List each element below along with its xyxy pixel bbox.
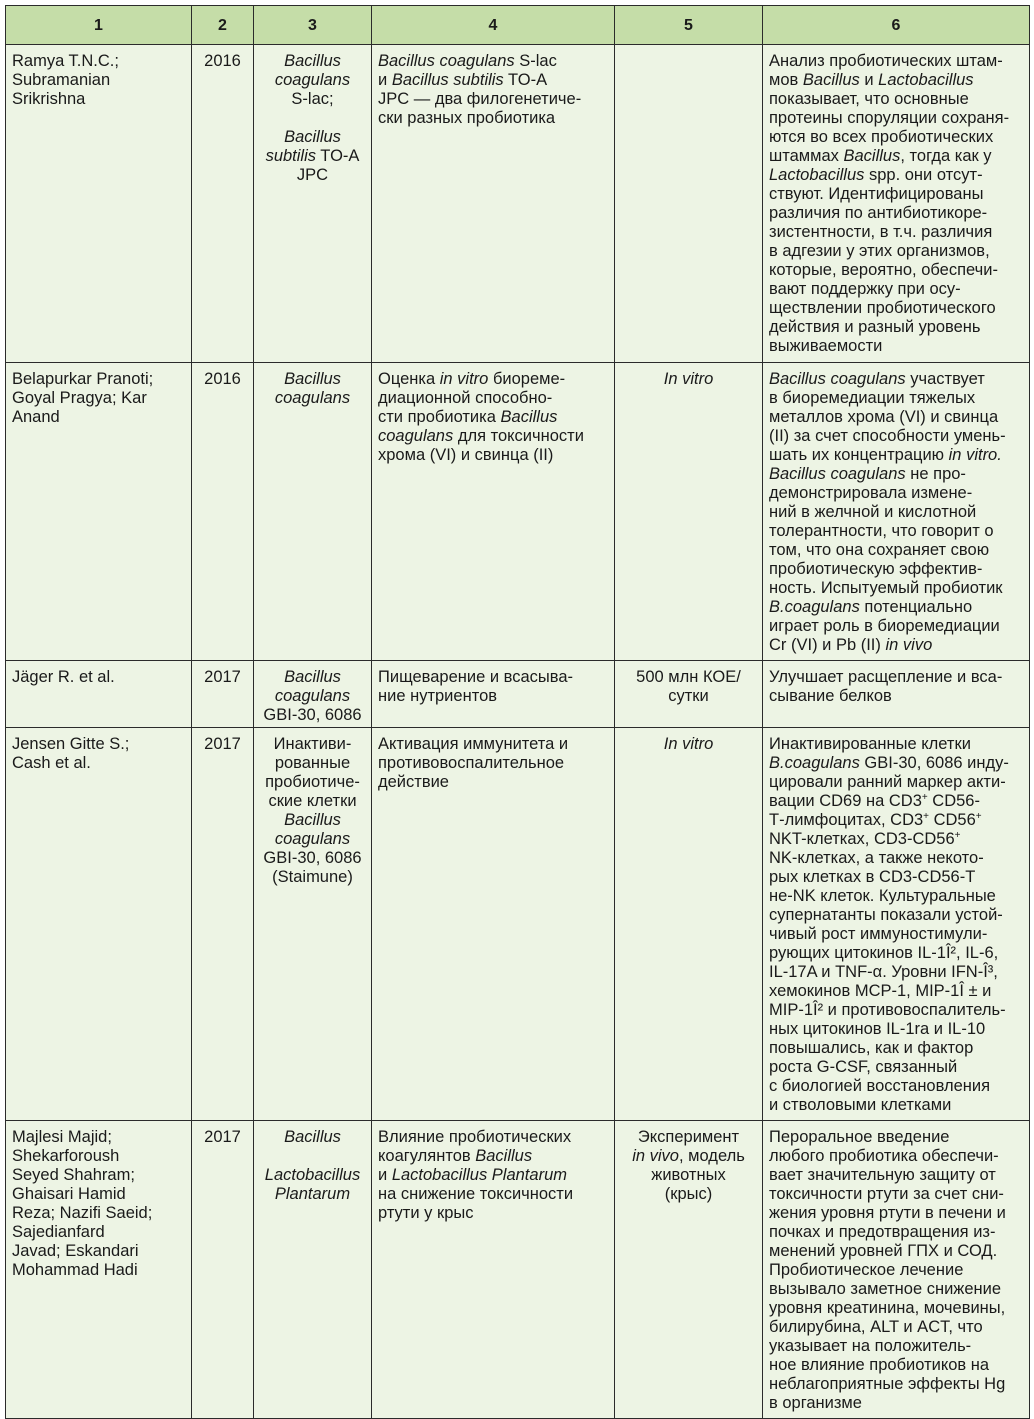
aim-cell: Оценка in vitro биореме- диационной способно- сти пробиотика Bacillus coagulans для токсичности хрома (VI) и свинца (II): [372, 363, 615, 661]
header-cell: 6: [763, 6, 1030, 45]
aim-cell: Пищеварение и всасыва- ние нутриентов: [372, 661, 615, 728]
table-row: [6, 45, 1030, 363]
header-cell: 1: [6, 6, 192, 45]
result-cell: Анализ пробиотических штам- мов Bacillus и Lactobacillus показывает, что основные протеины споруляции сохраня- ются во всех пробиотических штаммах Bacillus, тогда как у Lactobacillus spp. они отсут- ствуют. Идентифицированы различия по антибиотикоре- зистентности, в т.ч. различия в адгезии у этих организмов, которые, вероятно, обеспечи- вают поддержку при осу- ществлении пробиотического действия и разный уровень выживаемости: [763, 45, 1030, 363]
table-header-row: [6, 6, 1030, 45]
aim-cell: Активация иммунитета и противовоспалительное действие: [372, 728, 615, 1121]
strain-cell: Bacillus coagulans GBI-30, 6086: [254, 661, 372, 728]
authors-cell: Ramya T.N.C.; Subramanian Srikrishna: [6, 45, 192, 363]
table-row: [6, 661, 1030, 728]
model-cell: 500 млн КОЕ/ сутки: [615, 661, 763, 728]
strain-cell: Bacillus Lactobacillus Plantarum: [254, 1121, 372, 1419]
result-cell: Bacillus coagulans участвует в биоремедиации тяжелых металлов хрома (VI) и свинца (II) за счет способности умень- шать их концентрацию in vitro. Bacillus coagulans не про- демонстрировала измене- ний в желчной и кислотной толерантности, что говорит о том, что она сохраняет свою пробиотическую эффектив- ность. Испытуемый пробиотик B.coagulans потенциально играет роль в биоремедиации Cr (VI) и Pb (II) in vivo: [763, 363, 1030, 661]
model-cell: [615, 45, 763, 363]
strain-cell: Bacillus coagulans: [254, 363, 372, 661]
model-cell: In vitro: [615, 363, 763, 661]
header-cell: 4: [372, 6, 615, 45]
authors-cell: Jensen Gitte S.; Cash et al.: [6, 728, 192, 1121]
year-cell: 2017: [192, 1121, 254, 1419]
authors-cell: Jäger R. et al.: [6, 661, 192, 728]
header-cell: 5: [615, 6, 763, 45]
result-cell: Инактивированные клетки B.coagulans GBI-30, 6086 инду- цировали ранний маркер акти- вации CD69 на CD3+ CD56- Т-лимфоцитах, CD3+ CD56+ NKT-клетках, CD3-CD56+ NK-клетках, а также некото- рых клетках в CD3-CD56-Т не-NK клеток. Культуральные супернатанты показали устой- чивый рост иммуностимули- рующих цитокинов IL-1Î², IL-6, IL-17A и TNF-α. Уровни IFN-Î³, хемокинов MCP-1, MIP-1Î ± и MIP-1Î² и противовоспалитель- ных цитокинов IL-1ra и IL-10 повышались, как и фактор роста G-CSF, связанный с биологией восстановления и стволовыми клетками: [763, 728, 1030, 1121]
year-cell: 2016: [192, 45, 254, 363]
year-cell: 2017: [192, 661, 254, 728]
strain-cell: Bacillus coagulans S-lac; Bacillus subtilis TO-A JPC: [254, 45, 372, 363]
strain-cell: Инактиви- рованные пробиотиче- ские клетки Bacillus coagulans GBI-30, 6086 (Staimune): [254, 728, 372, 1121]
header-cell: 3: [254, 6, 372, 45]
table-row: [6, 728, 1030, 1121]
model-cell: In vitro: [615, 728, 763, 1121]
result-cell: Улучшает расщепление и вса- сывание белков: [763, 661, 1030, 728]
header-cell: 2: [192, 6, 254, 45]
authors-cell: Belapurkar Pranoti; Goyal Pragya; Kar Anand: [6, 363, 192, 661]
table-row: [6, 363, 1030, 661]
literature-table: [5, 5, 1030, 1419]
year-cell: 2016: [192, 363, 254, 661]
table-row: [6, 1121, 1030, 1419]
year-cell: 2017: [192, 728, 254, 1121]
result-cell: Пероральное введение любого пробиотика обеспечи- вает значительную защиту от токсичности ртути за счет сни- жения уровня ртути в печени и почках и предотвращения из- менений уровней ГПХ и СОД. Пробиотическое лечение вызывало заметное снижение уровня креатинина, мочевины, билирубина, ALT и ACT, что указывает на положитель- ное влияние пробиотиков на неблагоприятные эффекты Hg в организме: [763, 1121, 1030, 1419]
authors-cell: Majlesi Majid; Shekarforoush Seyed Shahram; Ghaisari Hamid Reza; Nazifi Saeid; Sajedianfard Javad; Eskandari Mohammad Hadi: [6, 1121, 192, 1419]
aim-cell: Влияние пробиотических коагулянтов Bacillus и Lactobacillus Plantarum на снижение токсичности ртути у крыс: [372, 1121, 615, 1419]
model-cell: Эксперимент in vivo, модель животных (крыс): [615, 1121, 763, 1419]
aim-cell: Bacillus coagulans S-lac и Bacillus subtilis TO-A JPC — два филогенетиче- ски разных пробиотика: [372, 45, 615, 363]
